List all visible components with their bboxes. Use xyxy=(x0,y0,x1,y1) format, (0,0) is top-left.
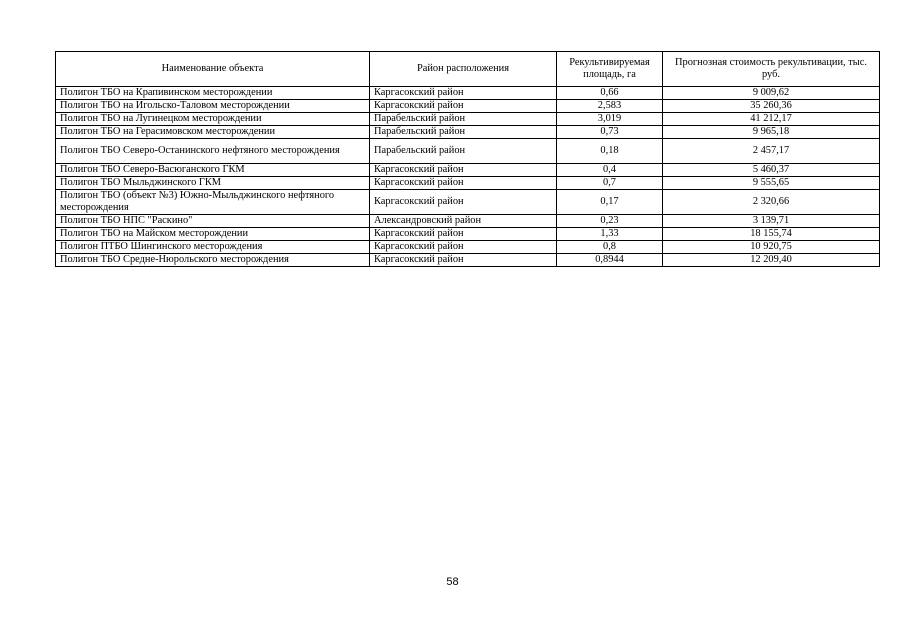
cell-area: 0,73 xyxy=(557,126,663,139)
cell-district: Каргасокский район xyxy=(370,177,557,190)
cell-cost: 41 212,17 xyxy=(663,113,880,126)
cell-district: Каргасокский район xyxy=(370,87,557,100)
cell-cost: 3 139,71 xyxy=(663,215,880,228)
cell-object-name: Полигон ТБО НПС "Раскино" xyxy=(56,215,370,228)
table-row xyxy=(56,87,880,100)
cell-object-name: Полигон ТБО на Игольско-Таловом месторождении xyxy=(56,100,370,113)
cell-cost: 2 457,17 xyxy=(663,139,880,164)
cell-area: 0,7 xyxy=(557,177,663,190)
cell-object-name: Полигон ТБО на Крапивинском месторождении xyxy=(56,87,370,100)
cell-area: 0,4 xyxy=(557,164,663,177)
cell-cost: 35 260,36 xyxy=(663,100,880,113)
cell-object-name: Полигон ТБО Мыльджинского ГКМ xyxy=(56,177,370,190)
header-object-name: Наименование объекта xyxy=(56,52,370,87)
cell-object-name: Полигон ТБО на Герасимовском месторождении xyxy=(56,126,370,139)
cell-cost: 9 965,18 xyxy=(663,126,880,139)
cell-district: Парабельский район xyxy=(370,113,557,126)
cell-area: 3,019 xyxy=(557,113,663,126)
header-area: Рекультивируемая площадь, га xyxy=(557,52,663,87)
cell-district: Каргасокский район xyxy=(370,164,557,177)
cell-district: Парабельский район xyxy=(370,139,557,164)
cell-district: Каргасокский район xyxy=(370,228,557,241)
table-row xyxy=(56,113,880,126)
table-row xyxy=(56,254,880,267)
cell-district: Каргасокский район xyxy=(370,190,557,215)
cell-district: Каргасокский район xyxy=(370,254,557,267)
cell-district: Александровский район xyxy=(370,215,557,228)
cell-area: 0,23 xyxy=(557,215,663,228)
cell-area: 0,18 xyxy=(557,139,663,164)
cell-cost: 18 155,74 xyxy=(663,228,880,241)
table-row xyxy=(56,100,880,113)
cell-cost: 2 320,66 xyxy=(663,190,880,215)
table-row xyxy=(56,190,880,215)
cell-cost: 9 555,65 xyxy=(663,177,880,190)
cell-object-name: Полигон ТБО Северо-Васюганского ГКМ xyxy=(56,164,370,177)
cell-cost: 5 460,37 xyxy=(663,164,880,177)
cell-district: Парабельский район xyxy=(370,126,557,139)
cell-district: Каргасокский район xyxy=(370,241,557,254)
cell-area: 0,8 xyxy=(557,241,663,254)
table-row xyxy=(56,228,880,241)
cell-area: 1,33 xyxy=(557,228,663,241)
cell-object-name: Полигон ТБО Средне-Нюрольского месторождения xyxy=(56,254,370,267)
table-row xyxy=(56,139,880,164)
table-header-row xyxy=(56,52,880,87)
cell-object-name: Полигон ТБО на Лугинецком месторождении xyxy=(56,113,370,126)
table-row xyxy=(56,126,880,139)
cell-object-name: Полигон ТБО на Майском месторождении xyxy=(56,228,370,241)
page-number: 58 xyxy=(446,576,459,588)
header-district: Район расположения xyxy=(370,52,557,87)
cell-object-name: Полигон ПТБО Шингинского месторождения xyxy=(56,241,370,254)
reclamation-cost-table xyxy=(55,51,880,267)
table-row xyxy=(56,241,880,254)
table-row xyxy=(56,177,880,190)
cell-object-name: Полигон ТБО (объект №3) Южно-Мыльджинского нефтяного месторождения xyxy=(56,190,370,215)
cell-district: Каргасокский район xyxy=(370,100,557,113)
cell-area: 0,17 xyxy=(557,190,663,215)
cell-area: 0,8944 xyxy=(557,254,663,267)
header-cost: Прогнозная стоимость рекультивации, тыс. руб. xyxy=(663,52,880,87)
table-row xyxy=(56,164,880,177)
table-row xyxy=(56,215,880,228)
cell-cost: 12 209,40 xyxy=(663,254,880,267)
cell-cost: 10 920,75 xyxy=(663,241,880,254)
cell-object-name: Полигон ТБО Северо-Останинского нефтяного месторождения xyxy=(56,139,370,164)
cell-cost: 9 009,62 xyxy=(663,87,880,100)
cell-area: 0,66 xyxy=(557,87,663,100)
cell-area: 2,583 xyxy=(557,100,663,113)
